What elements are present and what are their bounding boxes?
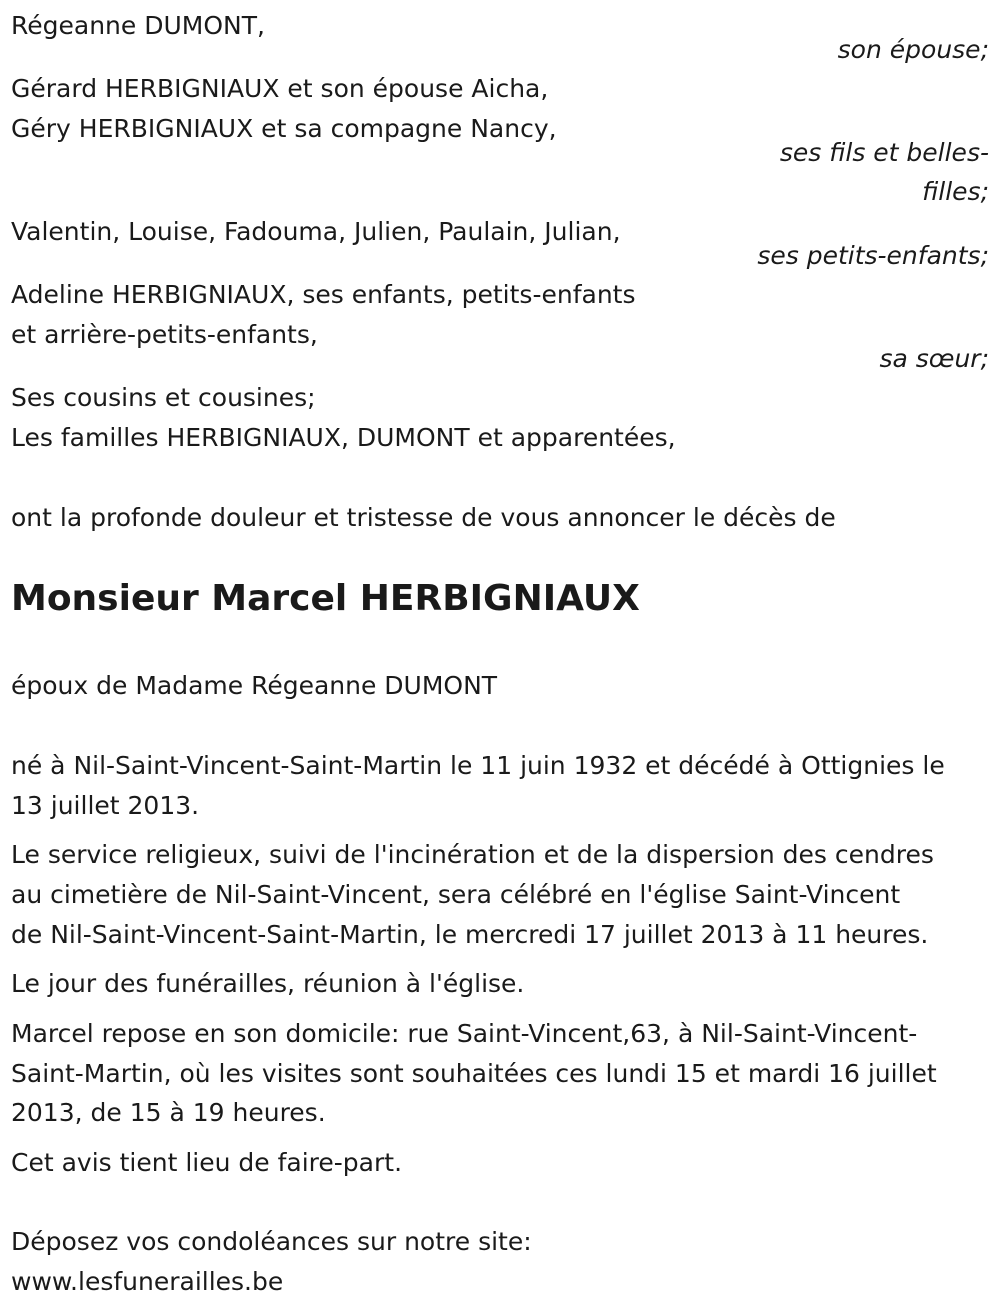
announcement-intro: ont la profonde douleur et tristesse de vous annoncer le décès de	[11, 503, 836, 532]
birth-death-line-2: 13 juillet 2013.	[11, 791, 200, 820]
website-link[interactable]: www.lesfunerailles.be	[11, 1267, 284, 1296]
spouse-role: son épouse;	[837, 35, 989, 64]
condolences-text: Déposez vos condoléances sur notre site:	[11, 1227, 532, 1256]
birth-death-line-1: né à Nil-Saint-Vincent-Saint-Martin le 11 juin 1932 et décédé à Ottignies le	[11, 751, 945, 780]
sister-line-2: et arrière-petits-enfants,	[11, 320, 318, 349]
sister-line-1: Adeline HERBIGNIAUX, ses enfants, petits-enfants	[11, 280, 636, 309]
grandchildren-role: ses petits-enfants;	[757, 241, 989, 270]
service-line-2: au cimetière de Nil-Saint-Vincent, sera célébré en l'église Saint-Vincent	[11, 880, 901, 909]
deceased-name: Monsieur Marcel HERBIGNIAUX	[11, 578, 640, 619]
sons-role-line-2: filles;	[922, 177, 989, 206]
sons-role-line-1: ses fils et belles-	[779, 138, 989, 167]
families: Les familles HERBIGNIAUX, DUMONT et apparentées,	[11, 423, 676, 452]
faire-part: Cet avis tient lieu de faire-part.	[11, 1148, 403, 1177]
son-1: Gérard HERBIGNIAUX et son épouse Aicha,	[11, 74, 549, 103]
repose-line-2: Saint-Martin, où les visites sont souhaitées ces lundi 15 et mardi 16 juillet	[11, 1059, 937, 1088]
spouse-name: Régeanne DUMONT,	[11, 11, 265, 40]
service-line-1: Le service religieux, suivi de l'incinération et de la dispersion des cendres	[11, 840, 934, 869]
son-2: Géry HERBIGNIAUX et sa compagne Nancy,	[11, 114, 557, 143]
service-line-3: de Nil-Saint-Vincent-Saint-Martin, le mercredi 17 juillet 2013 à 11 heures.	[11, 920, 929, 949]
sister-role: sa sœur;	[879, 344, 989, 373]
cousins: Ses cousins et cousines;	[11, 383, 316, 412]
repose-line-3: 2013, de 15 à 19 heures.	[11, 1098, 326, 1127]
grandchildren: Valentin, Louise, Fadouma, Julien, Paulain, Julian,	[11, 217, 621, 246]
spouse-of: époux de Madame Régeanne DUMONT	[11, 671, 498, 700]
reunion: Le jour des funérailles, réunion à l'église.	[11, 969, 525, 998]
repose-line-1: Marcel repose en son domicile: rue Saint-Vincent,63, à Nil-Saint-Vincent-	[11, 1019, 918, 1048]
